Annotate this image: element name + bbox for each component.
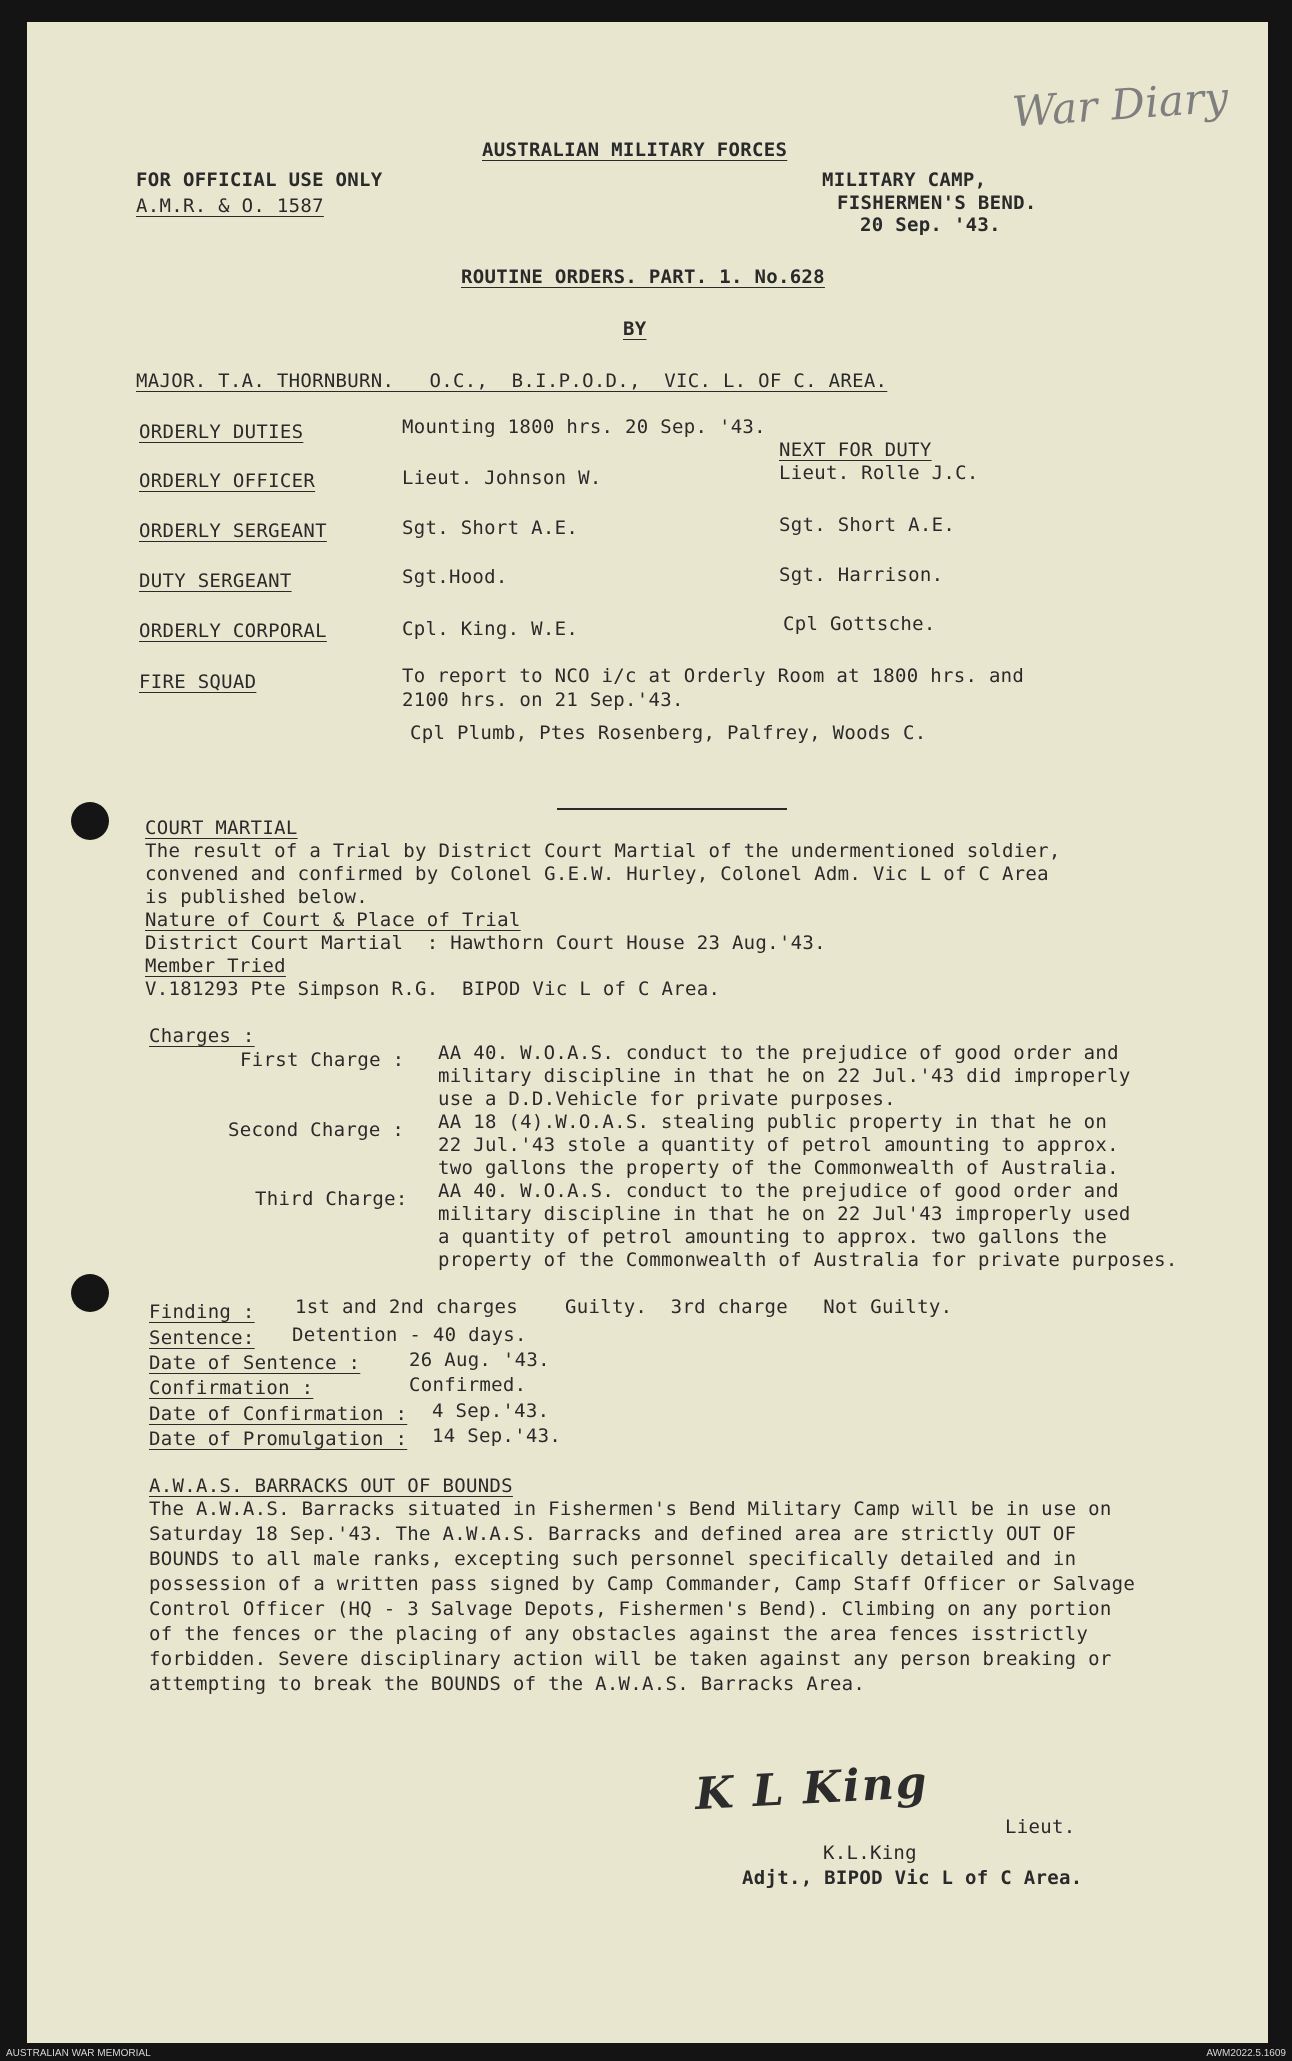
- orderly-officer-next: Lieut. Rolle J.C.: [779, 462, 979, 484]
- second-charge-line-3: two gallons the property of the Commonwealth of Australia.: [438, 1157, 1119, 1179]
- orderly-duties-label: ORDERLY DUTIES: [139, 421, 304, 443]
- duty-sergeant-next: Sgt. Harrison.: [779, 564, 944, 586]
- court-martial-intro-2: convened and confirmed by Colonel G.E.W. Hurley, Colonel Adm. Vic L of C Area: [145, 863, 1049, 885]
- third-charge-line-1: AA 40. W.O.A.S. conduct to the prejudice of good order and: [438, 1180, 1119, 1202]
- date-of-sentence-value: 26 Aug. '43.: [409, 1349, 550, 1371]
- barracks-heading: A.W.A.S. BARRACKS OUT OF BOUNDS: [149, 1475, 513, 1497]
- barracks-line-8: attempting to break the BOUNDS of the A.W.A.S. Barracks Area.: [149, 1673, 866, 1695]
- orderly-officer-current: Lieut. Johnson W.: [402, 467, 602, 489]
- duty-sergeant-current: Sgt.Hood.: [402, 566, 508, 588]
- date-of-promulgation-value: 14 Sep.'43.: [432, 1425, 562, 1447]
- binder-hole-bottom: [71, 1274, 109, 1312]
- section-divider: [557, 808, 787, 810]
- sentence-label: Sentence:: [149, 1327, 255, 1349]
- fire-squad-label: FIRE SQUAD: [139, 671, 257, 693]
- member-tried-heading: Member Tried: [145, 955, 286, 977]
- nature-of-court-heading: Nature of Court & Place of Trial: [145, 909, 521, 931]
- by-label: BY: [623, 318, 647, 340]
- barracks-line-4: possession of a written pass signed by Camp Commander, Camp Staff Officer or Salvage: [149, 1573, 1136, 1595]
- third-charge-line-2: military discipline in that he on 22 Jul'43 improperly used: [438, 1203, 1131, 1225]
- orderly-corporal-label: ORDERLY CORPORAL: [139, 620, 327, 642]
- third-charge-label: Third Charge:: [255, 1188, 408, 1210]
- orderly-corporal-next: Cpl Gottsche.: [783, 613, 936, 635]
- next-for-duty-label: NEXT FOR DUTY: [779, 439, 932, 461]
- orders-title: ROUTINE ORDERS. PART. 1. No.628: [461, 266, 825, 288]
- court-martial-intro-3: is published below.: [145, 886, 369, 908]
- duty-sergeant-label: DUTY SERGEANT: [139, 570, 292, 592]
- court-martial-intro-1: The result of a Trial by District Court Martial of the undermentioned soldier,: [145, 840, 1061, 862]
- commanding-officer: MAJOR. T.A. THORNBURN. O.C., B.I.P.O.D., VIC. L. OF C. AREA.: [136, 370, 888, 392]
- barracks-line-5: Control Officer (HQ - 3 Salvage Depots, Fishermen's Bend). Climbing on any portion: [149, 1598, 1112, 1620]
- regulation-ref: A.M.R. & O. 1587: [136, 195, 324, 217]
- date-of-promulgation-label: Date of Promulgation :: [149, 1428, 408, 1450]
- second-charge-line-1: AA 18 (4).W.O.A.S. stealing public property in that he on: [438, 1111, 1108, 1133]
- first-charge-label: First Charge :: [240, 1049, 405, 1071]
- orderly-officer-label: ORDERLY OFFICER: [139, 470, 316, 492]
- third-charge-line-4: property of the Commonwealth of Australia for private purposes.: [438, 1249, 1178, 1271]
- nature-of-court-value: District Court Martial : Hawthorn Court House 23 Aug.'43.: [145, 932, 826, 954]
- second-charge-label: Second Charge :: [228, 1119, 405, 1141]
- barracks-line-3: BOUNDS to all male ranks, excepting such personnel specifically detailed and in: [149, 1548, 1077, 1570]
- first-charge-line-3: use a D.D.Vehicle for private purposes.: [438, 1088, 896, 1110]
- barracks-line-6: of the fences or the placing of any obstacles against the area fences isstrictly: [149, 1623, 1089, 1645]
- date-of-confirmation-value: 4 Sep.'43.: [432, 1400, 550, 1422]
- orderly-corporal-current: Cpl. King. W.E.: [402, 618, 579, 640]
- sentence-value: Detention - 40 days.: [292, 1324, 527, 1346]
- date-of-confirmation-label: Date of Confirmation :: [149, 1403, 408, 1425]
- charges-heading: Charges :: [149, 1025, 255, 1047]
- member-tried-value: V.181293 Pte Simpson R.G. BIPOD Vic L of C Area.: [145, 978, 721, 1000]
- fire-squad-line-2: 2100 hrs. on 21 Sep.'43.: [402, 689, 684, 711]
- signatory-name: K.L.King: [823, 1842, 917, 1864]
- signatory-rank: Lieut.: [1005, 1816, 1076, 1838]
- order-date: 20 Sep. '43.: [860, 214, 1001, 236]
- footer-source: AUSTRALIAN WAR MEMORIAL: [6, 2048, 151, 2059]
- barracks-line-7: forbidden. Severe disciplinary action will be taken against any person breaking or: [149, 1648, 1112, 1670]
- camp-name: MILITARY CAMP,: [822, 169, 987, 191]
- date-of-sentence-label: Date of Sentence :: [149, 1352, 361, 1374]
- fire-squad-line-3: Cpl Plumb, Ptes Rosenberg, Palfrey, Woods C.: [410, 722, 927, 744]
- third-charge-line-3: a quantity of petrol amounting to approx. two gallons the: [438, 1226, 1108, 1248]
- orderly-duties-value: Mounting 1800 hrs. 20 Sep. '43.: [402, 416, 766, 438]
- handwritten-signature: K L King: [693, 1756, 930, 1821]
- confirmation-value: Confirmed.: [409, 1374, 527, 1396]
- binder-hole-top: [71, 802, 109, 840]
- court-martial-heading: COURT MARTIAL: [145, 817, 298, 839]
- orderly-sergeant-next: Sgt. Short A.E.: [779, 514, 956, 536]
- signatory-appointment: Adjt., BIPOD Vic L of C Area.: [742, 1867, 1083, 1889]
- barracks-line-2: Saturday 18 Sep.'43. The A.W.A.S. Barracks and defined area are strictly OUT OF: [149, 1523, 1077, 1545]
- first-charge-line-1: AA 40. W.O.A.S. conduct to the prejudice of good order and: [438, 1042, 1119, 1064]
- confirmation-label: Confirmation :: [149, 1377, 314, 1399]
- orderly-sergeant-label: ORDERLY SERGEANT: [139, 520, 327, 542]
- finding-value: 1st and 2nd charges Guilty. 3rd charge Not Guilty.: [295, 1296, 953, 1318]
- footer-accession: AWM2022.5.1609: [1206, 2048, 1286, 2059]
- official-use-label: FOR OFFICIAL USE ONLY: [136, 169, 383, 191]
- second-charge-line-2: 22 Jul.'43 stole a quantity of petrol amounting to approx.: [438, 1134, 1119, 1156]
- finding-label: Finding :: [149, 1301, 255, 1323]
- document-page: [27, 22, 1268, 2043]
- camp-location: FISHERMEN'S BEND.: [837, 192, 1037, 214]
- barracks-line-1: The A.W.A.S. Barracks situated in Fishermen's Bend Military Camp will be in use on: [149, 1498, 1112, 1520]
- fire-squad-line-1: To report to NCO i/c at Orderly Room at 1800 hrs. and: [402, 665, 1025, 687]
- forces-heading: AUSTRALIAN MILITARY FORCES: [482, 139, 788, 161]
- orderly-sergeant-current: Sgt. Short A.E.: [402, 517, 579, 539]
- first-charge-line-2: military discipline in that he on 22 Jul.'43 did improperly: [438, 1065, 1131, 1087]
- war-diary-annotation: War Diary: [1010, 72, 1231, 137]
